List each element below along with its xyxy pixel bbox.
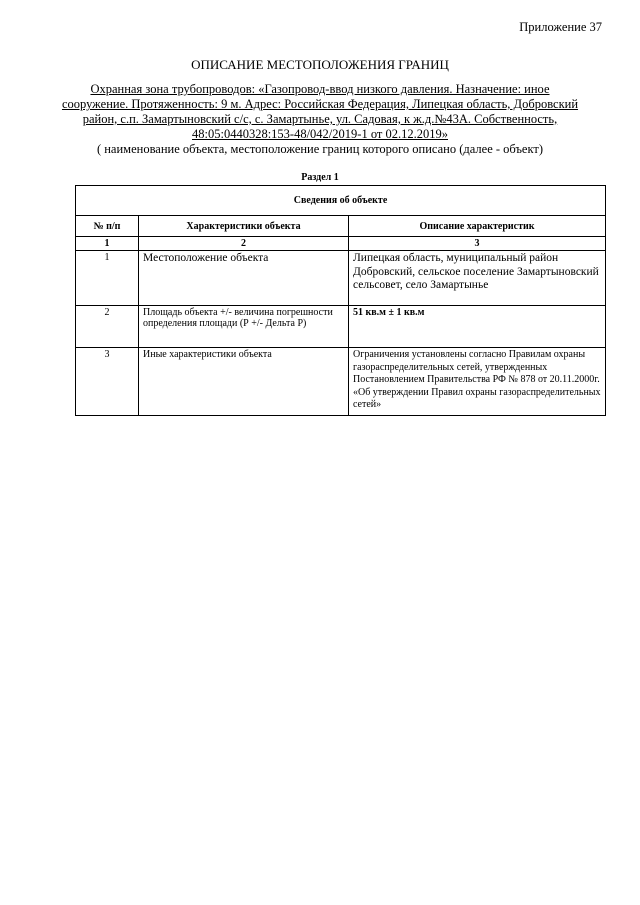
table-row xyxy=(76,306,606,348)
object-caption: ( наименование объекта, местоположение границ которого описано (далее - объект) xyxy=(96,142,544,156)
row-characteristic: Площадь объекта +/- величина погрешности определения площади (Р +/- Дельта Р) xyxy=(139,306,349,348)
column-index-1: 1 xyxy=(76,237,139,251)
row-characteristic: Иные характеристики объекта xyxy=(139,348,349,416)
row-number: 2 xyxy=(76,306,139,348)
header-characteristic: Характеристики объекта xyxy=(139,216,349,237)
column-index-2: 2 xyxy=(139,237,349,251)
row-description: 51 кв.м ± 1 кв.м xyxy=(349,306,606,348)
row-number: 1 xyxy=(76,251,139,306)
section-label: Раздел 1 xyxy=(301,172,339,183)
appendix-label: Приложение 37 xyxy=(519,20,602,34)
table-caption: Сведения об объекте xyxy=(76,186,606,216)
row-number: 3 xyxy=(76,348,139,416)
row-characteristic: Местоположение объекта xyxy=(139,251,349,306)
row-description: Ограничения установлены согласно Правилам охраны газораспределительных сетей, утвержденных Постановлением Правительства РФ № 878 от 20.11.2000г. «Об утверждении Правил охраны газораспределительных сетей» xyxy=(349,348,606,416)
header-description: Описание характеристик xyxy=(349,216,606,237)
table-row xyxy=(76,251,606,306)
table-row xyxy=(76,348,606,416)
row-description: Липецкая область, муниципальный район Добровский, сельское поселение Замартыновский сельсовет, село Замартынье xyxy=(349,251,606,306)
object-block xyxy=(60,82,580,157)
document-title: ОПИСАНИЕ МЕСТОПОЛОЖЕНИЯ ГРАНИЦ xyxy=(191,57,449,72)
header-number: № п/п xyxy=(76,216,139,237)
object-description: Охранная зона трубопроводов: «Газопровод-ввод низкого давления. Назначение: иное сооружение. Протяженность: 9 м. Адрес: Российская Федерация, Липецкая область, Добровский район, с.п. Замартыновский с/с, с. Замартынье, ул. Садовая, к ж.д.№43А. Собственность, 48:05:0440328:153-48/042/2019-1 от 02.12.2019» xyxy=(61,82,579,141)
column-index-3: 3 xyxy=(349,237,606,251)
object-info-table xyxy=(75,185,606,416)
